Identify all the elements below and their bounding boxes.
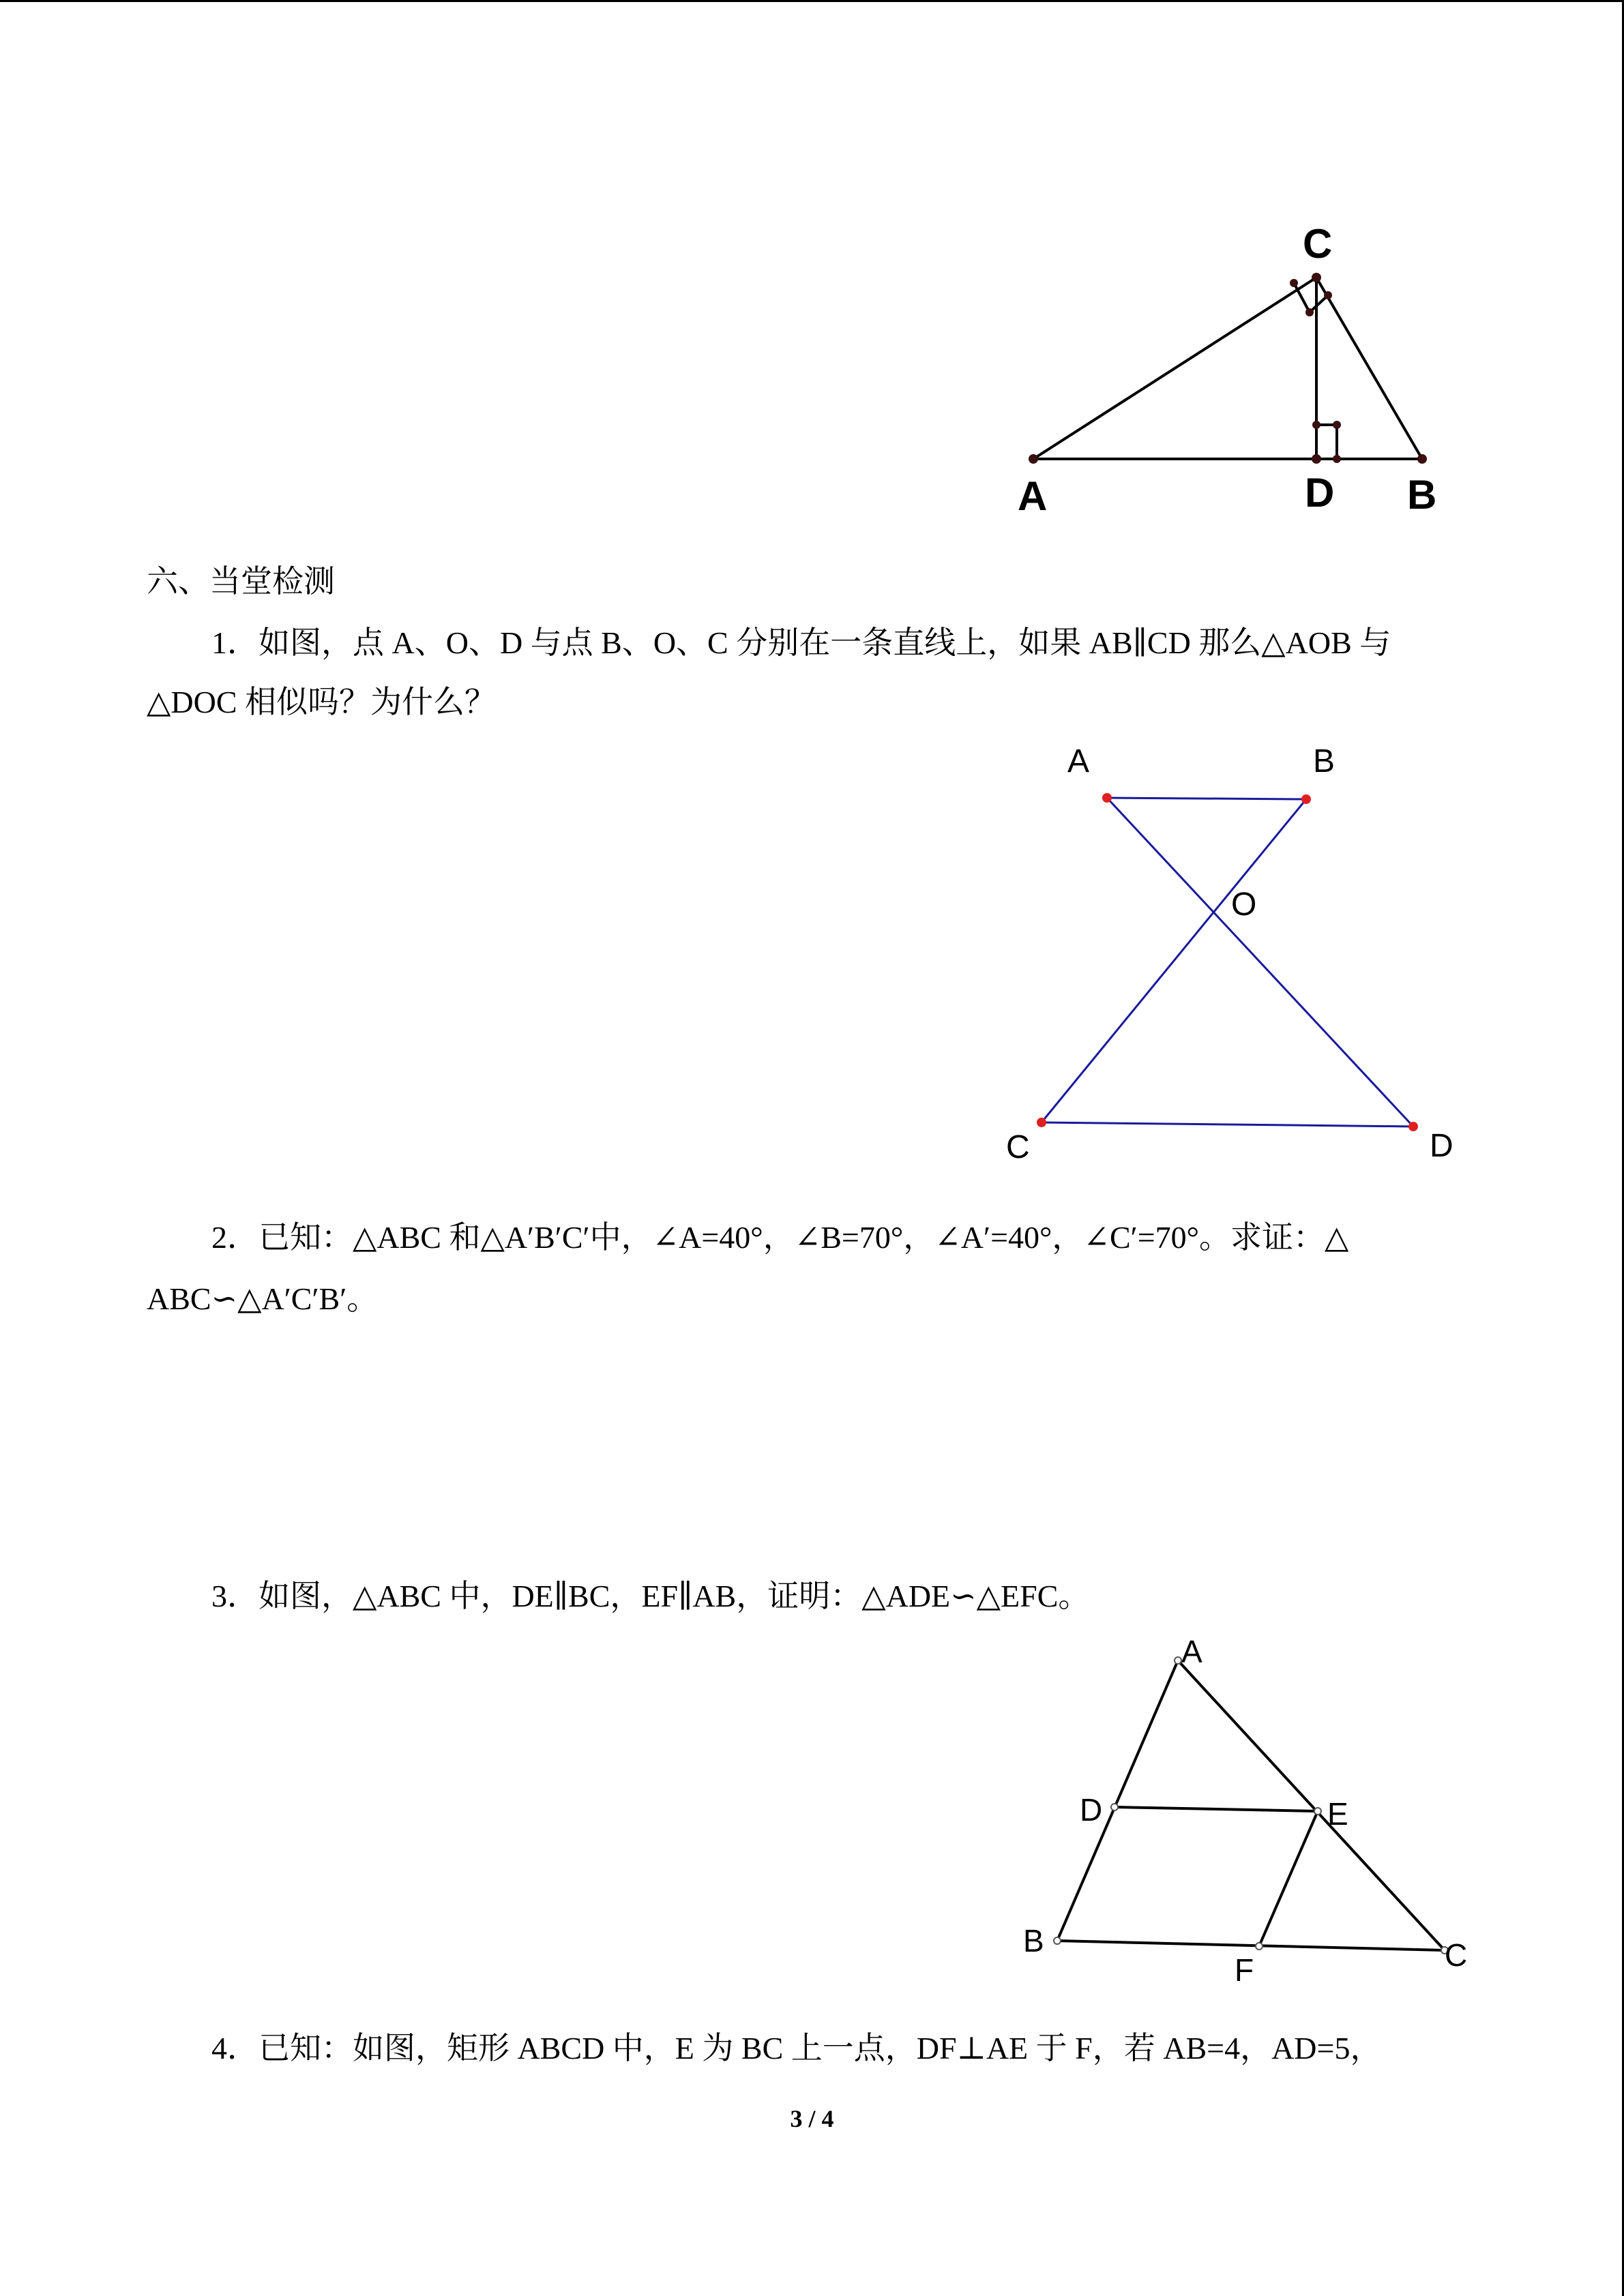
figure-bowtie xyxy=(996,736,1487,1187)
question-4-line-1: 4．已知：如图，矩形 ABCD 中，E 为 BC 上一点，DF⊥AE 于 F，若 AB=4，AD=5， xyxy=(211,2031,1382,2066)
label-b: B xyxy=(1407,472,1437,518)
segment-ad xyxy=(1107,798,1413,1127)
label-d: D xyxy=(1430,1128,1453,1164)
segment-ef xyxy=(1259,1811,1318,1946)
question-2-line-1: 2．已知：△ABC 和△A′B′C′中，∠A=40°，∠B=70°，∠A′=40°，∠C′=70°。求证：△ xyxy=(211,1220,1349,1255)
label-a: A xyxy=(1067,743,1090,779)
segment-de xyxy=(1114,1807,1318,1811)
section-heading: 六、当堂检测 xyxy=(147,564,335,599)
label-o: O xyxy=(1231,886,1257,923)
label-f: F xyxy=(1235,1952,1254,1988)
question-1-line-2: △DOC 相似吗？为什么？ xyxy=(147,685,496,719)
label-a: A xyxy=(1018,473,1048,518)
segment-ab xyxy=(1057,1660,1178,1941)
segment-bc xyxy=(1057,1941,1445,1950)
segment-ac xyxy=(1178,1660,1445,1950)
label-d: D xyxy=(1305,470,1335,516)
page-top-border xyxy=(0,0,1624,2)
segment-ab xyxy=(1107,798,1306,799)
label-c: C xyxy=(1445,1937,1468,1973)
label-b: B xyxy=(1023,1923,1044,1958)
question-3-line-1: 3．如图，△ABC 中，DE∥BC，EF∥AB，证明：△ADE∽△EFC。 xyxy=(211,1579,1090,1613)
segment-ac xyxy=(1033,278,1316,459)
segment-cb xyxy=(1316,278,1422,459)
segment-bc xyxy=(1042,799,1306,1122)
label-c: C xyxy=(1303,221,1333,267)
figure-right-triangle xyxy=(1009,218,1487,518)
right-angle-marker-d xyxy=(1316,425,1337,459)
label-b: B xyxy=(1313,743,1335,779)
label-e: E xyxy=(1327,1796,1348,1832)
label-d: D xyxy=(1080,1792,1103,1828)
segment-cd xyxy=(1042,1122,1413,1127)
question-1-line-1: 1．如图，点 A、O、D 与点 B、O、C 分别在一条直线上，如果 AB∥CD 那么△AOB 与 xyxy=(211,625,1391,660)
label-a: A xyxy=(1181,1634,1202,1669)
question-2-line-2: ABC∽△A′C′B′。 xyxy=(147,1281,379,1316)
page-number: 3 / 4 xyxy=(790,2105,834,2132)
label-c: C xyxy=(1006,1129,1030,1165)
figure-parallel-lines xyxy=(1009,1623,1501,2005)
